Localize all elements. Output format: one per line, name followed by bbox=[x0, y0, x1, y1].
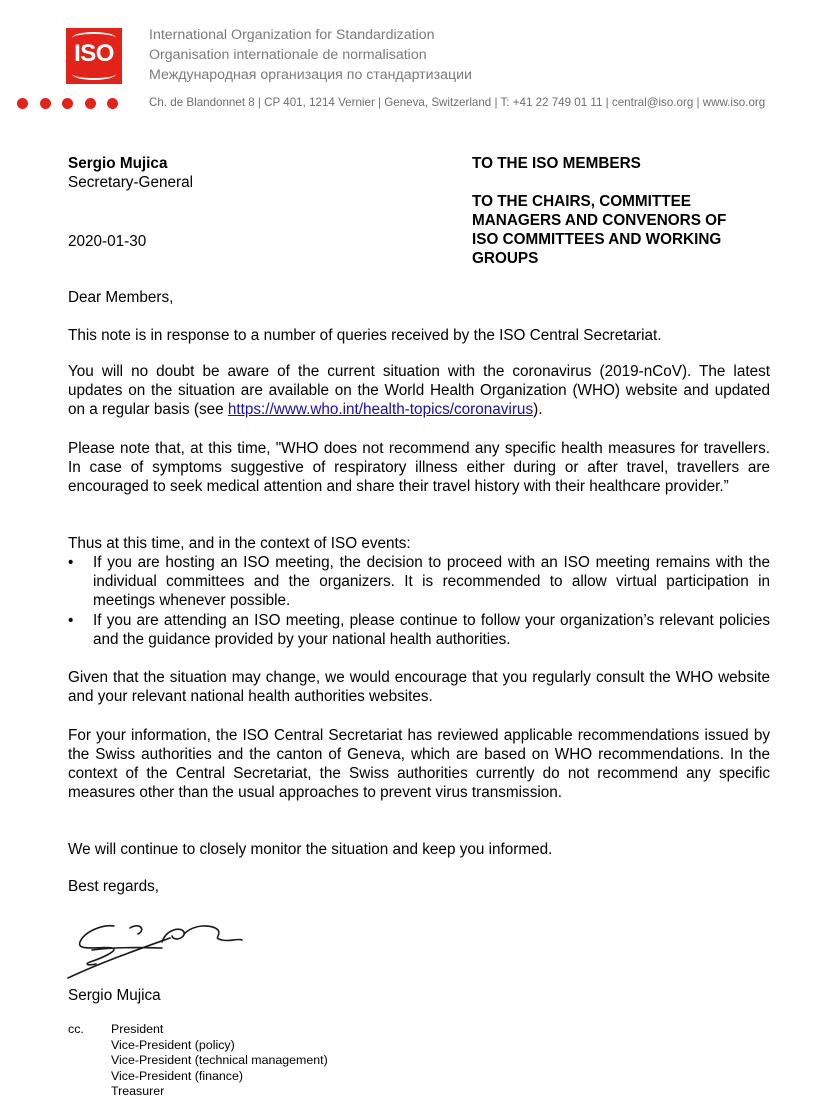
recipients-members: TO THE ISO MEMBERS bbox=[472, 155, 641, 172]
sender-name: Sergio Mujica bbox=[68, 155, 168, 172]
org-name-fr: Organisation internationale de normalisation bbox=[149, 47, 427, 63]
who-link[interactable]: https://www.who.int/health-topics/coronavirus bbox=[227, 401, 534, 418]
org-name-ru: Международная организация по стандартизации bbox=[149, 67, 472, 83]
sender-title: Secretary-General bbox=[68, 174, 193, 191]
bullet-item-attending: If you are attending an ISO meeting, please continue to follow your organization’s relevant policies and the guidance provided by your national health authorities. bbox=[93, 612, 770, 648]
cc-vp-technical: Vice-President (technical management) bbox=[111, 1053, 328, 1067]
dot-icon bbox=[17, 98, 28, 109]
decorative-dots bbox=[17, 96, 130, 114]
recipients-chairs-line3: ISO COMMITTEES AND WORKING bbox=[472, 231, 722, 248]
bullet-icon: • bbox=[68, 554, 74, 571]
org-name-en: International Organization for Standardization bbox=[149, 27, 435, 43]
logo-arc-bottom bbox=[72, 68, 116, 80]
dot-icon bbox=[40, 98, 51, 109]
cc-treasurer: Treasurer bbox=[111, 1084, 165, 1098]
paragraph-intro: This note is in response to a number of queries received by the ISO Central Secretariat. bbox=[68, 327, 662, 344]
cc-label: cc. bbox=[68, 1022, 84, 1036]
recipients-chairs-line1: TO THE CHAIRS, COMMITTEE bbox=[472, 193, 691, 210]
paragraph-text-end: ). bbox=[533, 401, 543, 418]
paragraph-monitor: We will continue to closely monitor the situation and keep you informed. bbox=[68, 841, 553, 858]
dot-icon bbox=[85, 98, 96, 109]
logo-text: ISO bbox=[74, 40, 114, 67]
bullet-item-hosting: If you are hosting an ISO meeting, the decision to proceed with an ISO meeting remains with the individual committees and the organizers. It is recommended to allow virtual participation in meetings whenever possible. bbox=[93, 554, 770, 609]
paragraph-text: You will no doubt be aware of the current situation with the coronavirus (2019-nCoV). The latest updates on the situation are available on the World Health Organization (WHO) website and updated on a regular basis (see bbox=[68, 363, 770, 418]
salutation: Dear Members, bbox=[68, 289, 174, 306]
address-line: Ch. de Blandonnet 8 | CP 401, 1214 Vernier | Geneva, Switzerland | T: +41 22 749 01 11 | central@iso.org | www.iso.org bbox=[149, 96, 766, 109]
paragraph-who-quote: Please note that, at this time, "WHO does not recommend any specific health measures for travellers. In case of symptoms suggestive of respiratory illness either during or after travel, travellers are encouraged to seek medical attention and share their travel history with their healthcare provider.” bbox=[68, 440, 770, 495]
letter-date: 2020-01-30 bbox=[68, 233, 147, 250]
bullet-icon: • bbox=[68, 612, 74, 629]
recipients-chairs-line2: MANAGERS AND CONVENORS OF bbox=[472, 212, 727, 229]
recipients-chairs-line4: GROUPS bbox=[472, 250, 539, 267]
cc-vp-policy: Vice-President (policy) bbox=[111, 1038, 235, 1052]
paragraph-coronavirus-update bbox=[68, 362, 770, 419]
dot-icon bbox=[62, 98, 73, 109]
cc-president: President bbox=[111, 1022, 164, 1036]
cc-vp-finance: Vice-President (finance) bbox=[111, 1069, 244, 1083]
paragraph-swiss-authorities: For your information, the ISO Central Secretariat has reviewed applicable recommendations issued by the Swiss authorities and the canton of Geneva, which are based on WHO recommendations. In the context of the Central Secretariat, the Swiss authorities currently do not recommend any specific measures other than the usual approaches to prevent virus transmission. bbox=[68, 727, 770, 801]
closing: Best regards, bbox=[68, 878, 159, 895]
paragraph-events-intro: Thus at this time, and in the context of ISO events: bbox=[68, 535, 411, 552]
dot-icon bbox=[107, 98, 118, 109]
signature-name: Sergio Mujica bbox=[68, 987, 161, 1004]
iso-logo bbox=[66, 28, 122, 84]
paragraph-situation-change: Given that the situation may change, we would encourage that you regularly consult the WHO website and your relevant national health authorities websites. bbox=[68, 669, 770, 705]
signature-image bbox=[62, 912, 252, 984]
